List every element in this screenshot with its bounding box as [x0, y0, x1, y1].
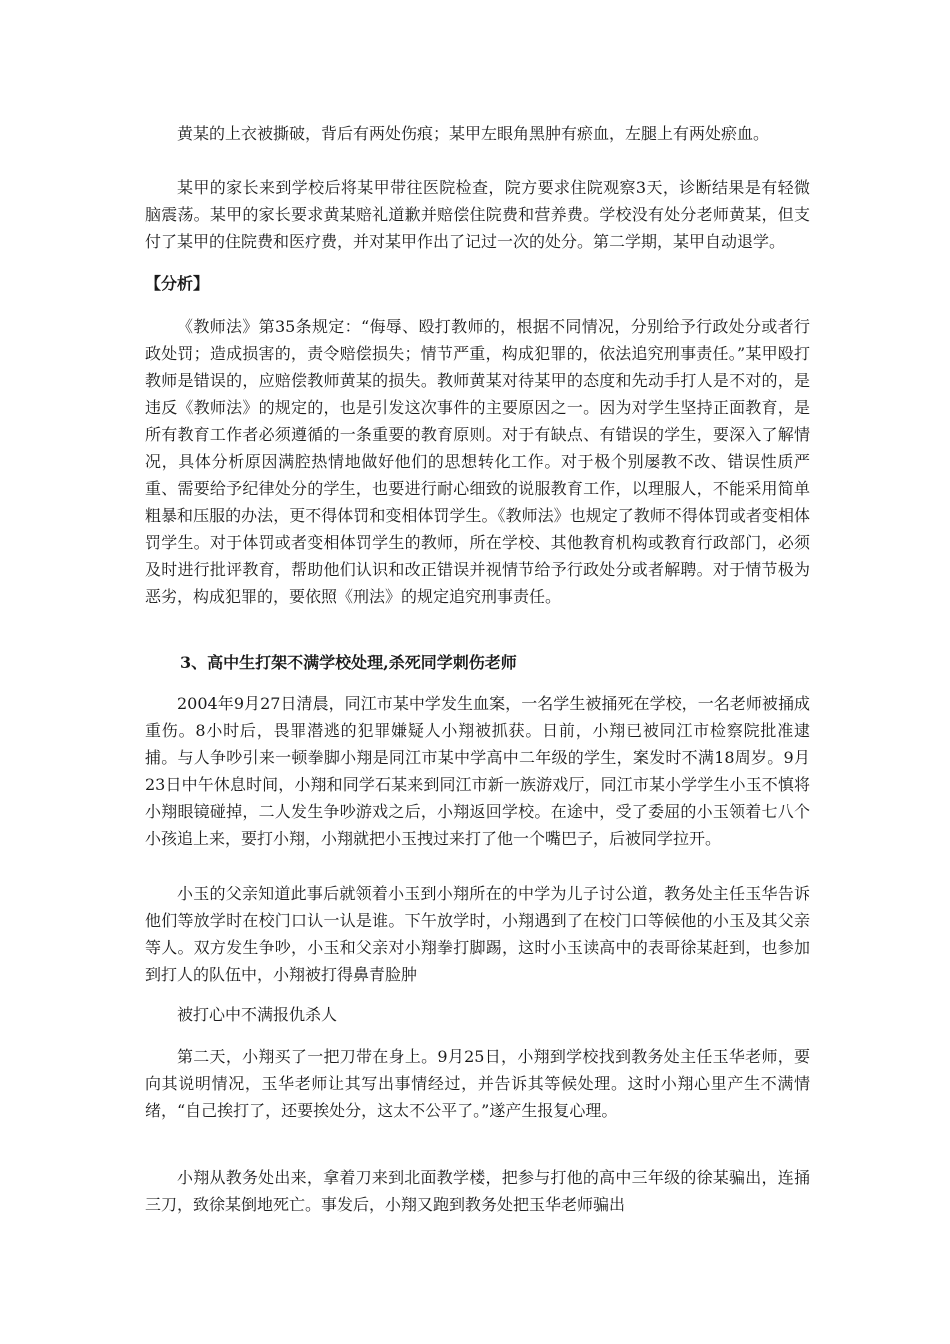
- paragraph-analysis: 《教师法》第35条规定：“侮辱、殴打教师的，根据不同情况，分别给予行政处分或者行政处罚；造成损害的，责令赔偿损失；情节严重，构成犯罪的，依法追究刑事责任。”某甲殴打教师是错误的，应赔偿教师黄某的损失。教师黄某对待某甲的态度和先动手打人是不对的，是违反《教师法》的规定的，也是引发这次事件的主要原因之一。因为对学生坚持正面教育，是所有教育工作者必须遵循的一条重要的教育原则。对于有缺点、有错误的学生，要深入了解情况，具体分析原因满腔热情地做好他们的思想转化工作。对于极个别屡教不改、错误性质严重、需要给予纪律处分的学生，也要进行耐心细致的说服教育工作，以理服人，不能采用简单粗暴和压服的办法，更不得体罚和变相体罚学生。《教师法》也规定了教师不得体罚或者变相体罚学生。对于体罚或者变相体罚学生的教师，所在学校、其他教育机构或教育行政部门，必须及时进行批评教育，帮助他们认识和改正错误并视情节给予行政处分或者解聘。对于情节极为恶劣，构成犯罪的，要依照《刑法》的规定追究刑事责任。: [145, 317, 810, 606]
- paragraph-subheading-revenge: 被打心中不满报仇杀人: [177, 1005, 338, 1024]
- paragraph-hospital: 某甲的家长来到学校后将某甲带往医院检查，院方要求住院观察3天，诊断结果是有轻微脑震荡。某甲的家长要求黄某赔礼道歉并赔偿住院费和营养费。学校没有处分老师黄某，但支付了某甲的住院费和医疗费，并对某甲作出了记过一次的处分。第二学期，某甲自动退学。: [145, 178, 810, 251]
- case-3-heading: 3、高中生打架不满学校处理,杀死同学刺伤老师: [180, 653, 517, 672]
- paragraph-attack: 小翔从教务处出来，拿着刀来到北面教学楼，把参与打他的高中三年级的徐某骗出，连捅三刀，致徐某倒地死亡。事发后，小翔又跑到教务处把玉华老师骗出: [145, 1168, 810, 1214]
- paragraph-next-day: 第二天，小翔买了一把刀带在身上。9月25日，小翔到学校找到教务处主任玉华老师，要向其说明情况，玉华老师让其写出事情经过，并告诉其等候处理。这时小翔心里产生不满情绪，“自己挨打了，还要挨处分，这太不公平了。”遂产生报复心理。: [145, 1047, 810, 1120]
- analysis-heading: 【分析】: [145, 274, 210, 293]
- paragraph-case-intro: 2004年9月27日清晨，同江市某中学发生血案，一名学生被捅死在学校，一名老师被捅成重伤。8小时后，畏罪潜逃的犯罪嫌疑人小翔被抓获。日前，小翔已被同江市检察院批准逮捕。与人争吵引来一顿拳脚小翔是同江市某中学高中二年级的学生，案发时不满18周岁。9月23日中午休息时间，小翔和同学石某来到同江市新一族游戏厅，同江市某小学学生小玉不慎将小翔眼镜碰掉，二人发生争吵游戏之后，小翔返回学校。在途中，受了委屈的小玉领着七八个小孩追上来，要打小翔，小翔就把小玉拽过来打了他一个嘴巴子，后被同学拉开。: [145, 694, 810, 848]
- paragraph-injuries: 黄某的上衣被撕破，背后有两处伤痕；某甲左眼角黑肿有瘀血，左腿上有两处瘀血。: [177, 124, 770, 143]
- paragraph-father-confrontation: 小玉的父亲知道此事后就领着小玉到小翔所在的中学为儿子讨公道，教务处主任玉华告诉他们等放学时在校门口认一认是谁。下午放学时，小翔遇到了在校门口等候他的小玉及其父亲等人。双方发生争吵，小玉和父亲对小翔拳打脚踢，这时小玉读高中的表哥徐某赶到，也参加到打人的队伍中，小翔被打得鼻青脸肿: [145, 884, 810, 984]
